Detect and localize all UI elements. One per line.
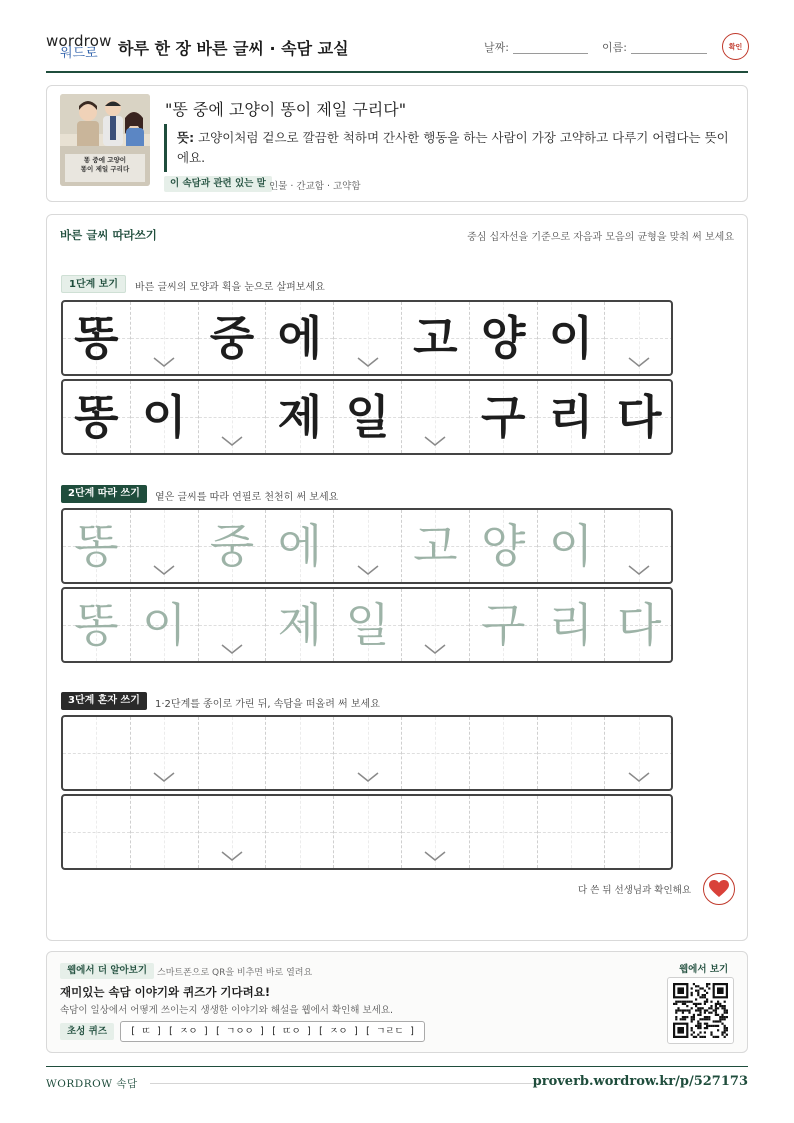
grid-glyph: 구: [480, 598, 526, 652]
proverb-card: [46, 85, 748, 202]
stamp-text: 확인: [728, 42, 743, 51]
step1-desc: 바른 글씨의 모양과 획을 눈으로 살펴보세요: [135, 282, 325, 293]
space-mark-icon: [153, 772, 175, 782]
grid-cell: [605, 302, 673, 374]
web-promo-section: [46, 951, 748, 1053]
footer-divider: [46, 1066, 748, 1067]
grid-cell[interactable]: [402, 796, 470, 868]
logo-wordmark: wordrow: [46, 32, 112, 50]
grid-glyph: 리: [548, 390, 594, 444]
grid-cell[interactable]: [402, 510, 470, 582]
teacher-check-note: 다 쓴 뒤 선생님과 확인해요: [577, 885, 691, 896]
web-badge: 웹에서 더 알아보기: [60, 963, 154, 979]
grid-cell[interactable]: [470, 796, 538, 868]
proverb-meaning: [177, 128, 737, 168]
web-headline: 재미있는 속담 이야기와 퀴즈가 기다려요!: [60, 985, 271, 999]
grid-glyph: 똥: [74, 390, 119, 444]
grid-glyph: 양: [480, 519, 526, 573]
check-stamp-icon: [722, 33, 749, 60]
space-mark-icon: [221, 644, 243, 654]
space-mark-icon: [628, 565, 650, 575]
grid-glyph: 중: [209, 519, 255, 573]
grid-cell: [199, 302, 267, 374]
date-field[interactable]: [513, 53, 588, 54]
space-mark-icon: [424, 644, 446, 654]
meaning-label: 뜻:: [177, 130, 195, 145]
space-mark-icon: [221, 851, 243, 861]
grid-cell: [266, 381, 334, 453]
grid-cell[interactable]: [538, 510, 606, 582]
step2-badge: 2단계 따라 쓰기: [61, 485, 147, 503]
grid-cell[interactable]: [199, 589, 267, 661]
space-mark-icon: [221, 436, 243, 446]
grid-glyph: 에: [277, 519, 322, 573]
grid-cell[interactable]: [402, 717, 470, 789]
step3-badge: 3단계 혼자 쓰기: [61, 692, 147, 710]
grid-cell[interactable]: [470, 510, 538, 582]
grid-cell: [131, 302, 199, 374]
grid-cell: [402, 302, 470, 374]
date-label: 날짜:: [484, 41, 509, 54]
grid-cell[interactable]: [605, 796, 673, 868]
footer-line: [150, 1083, 540, 1084]
grid-glyph: 고: [413, 311, 458, 365]
step3-desc: 1·2단계를 종이로 가린 뒤, 속담을 떠올려 써 보세요: [155, 699, 380, 710]
qr-code-icon: [673, 983, 728, 1038]
grid-cell[interactable]: [334, 717, 402, 789]
grid-cell[interactable]: [199, 796, 267, 868]
step2-desc: 옅은 글씨를 따라 연필로 천천히 써 보세요: [155, 492, 339, 503]
grid-cell[interactable]: [63, 510, 131, 582]
grid-cell: [199, 381, 267, 453]
grid-cell[interactable]: [131, 510, 199, 582]
grid-cell[interactable]: [131, 796, 199, 868]
page-header: [46, 30, 748, 72]
step2-row-2[interactable]: [61, 587, 673, 663]
meaning-text: 고양이처럼 겉으로 깔끔한 척하며 간사한 행동을 하는 사람이 가장 고약하고 다루기 어렵다는 뜻이에요.: [177, 130, 729, 165]
heart-stamp-icon: [703, 873, 735, 905]
related-label: 이 속담과 관련 있는 말: [164, 176, 272, 192]
grid-cell: [266, 302, 334, 374]
grid-glyph: 다: [617, 390, 662, 444]
grid-cell: [334, 302, 402, 374]
grid-cell: [538, 381, 606, 453]
space-mark-icon: [153, 357, 175, 367]
space-mark-icon: [424, 436, 446, 446]
qr-label: 웹에서 보기: [679, 964, 729, 975]
grid-cell[interactable]: [470, 589, 538, 661]
qr-scan-hint: 스마트폰으로 QR을 비추면 바로 열려요: [157, 968, 313, 978]
grid-cell: [538, 302, 606, 374]
step2-row-1[interactable]: [61, 508, 673, 584]
name-label: 이름:: [602, 41, 627, 54]
space-mark-icon: [628, 772, 650, 782]
grid-glyph: 똥: [74, 311, 119, 365]
worksheet-title: 하루 한 장 바른 글씨 · 속담 교실: [118, 39, 349, 58]
grid-cell: [605, 381, 673, 453]
grid-cell: [63, 302, 131, 374]
illustration-caption: 똥 중에 고양이 똥이 제일 구리다: [80, 156, 130, 173]
grid-cell[interactable]: [334, 510, 402, 582]
grid-cell[interactable]: [266, 589, 334, 661]
grid-glyph: 이: [141, 598, 187, 652]
space-mark-icon: [357, 565, 379, 575]
practice-hint: 중심 십자선을 기준으로 자음과 모음의 균형을 맞춰 써 보세요: [467, 232, 734, 243]
grid-cell: [470, 381, 538, 453]
grid-cell[interactable]: [63, 796, 131, 868]
grid-cell[interactable]: [538, 796, 606, 868]
footer-brand: WORDROW 속담: [46, 1078, 138, 1090]
practice-section: [46, 214, 748, 941]
grid-cell[interactable]: [402, 589, 470, 661]
practice-title: 바른 글씨 따라쓰기: [60, 228, 157, 242]
grid-glyph: 제: [277, 390, 322, 444]
grid-cell[interactable]: [334, 589, 402, 661]
chosung-quiz-box: [ ㄸ ] [ ㅈㅇ ] [ ㄱㅇㅇ ] [ ㄸㅇ ] [ ㅈㅇ ] [ ㄱㄹㄷ ]: [120, 1021, 425, 1042]
related-words: 인물 · 간교함 · 고약함: [269, 181, 361, 192]
grid-glyph: 중: [209, 311, 255, 365]
grid-cell[interactable]: [538, 717, 606, 789]
space-mark-icon: [357, 357, 379, 367]
wordrow-logo: [46, 32, 112, 62]
grid-glyph: 리: [548, 598, 594, 652]
web-description: 속담이 일상에서 어떻게 쓰이는지 생생한 이야기와 해설을 웹에서 확인해 보세요.: [60, 1005, 394, 1016]
grid-cell: [470, 302, 538, 374]
footer-url[interactable]: proverb.wordrow.kr/p/527173: [532, 1074, 748, 1089]
grid-cell: [63, 381, 131, 453]
step1-badge: 1단계 보기: [61, 275, 126, 293]
step1-row-1: [61, 300, 673, 376]
grid-glyph: 이: [141, 390, 187, 444]
proverb-title: "똥 중에 고양이 똥이 제일 구리다": [165, 100, 407, 119]
grid-cell[interactable]: [605, 717, 673, 789]
step3-row-2[interactable]: [61, 794, 673, 870]
grid-cell[interactable]: [266, 796, 334, 868]
space-mark-icon: [424, 851, 446, 861]
grid-glyph: 이: [548, 519, 594, 573]
grid-cell[interactable]: [334, 796, 402, 868]
logo-hangul: 워드로: [60, 46, 98, 61]
grid-glyph: 에: [277, 311, 322, 365]
grid-cell[interactable]: [538, 589, 606, 661]
grid-cell: [131, 381, 199, 453]
grid-glyph: 이: [548, 311, 594, 365]
grid-cell[interactable]: [266, 717, 334, 789]
grid-cell[interactable]: [605, 589, 673, 661]
grid-cell[interactable]: [131, 717, 199, 789]
grid-cell: [334, 381, 402, 453]
grid-glyph: 고: [413, 519, 458, 573]
qr-code[interactable]: [667, 977, 734, 1044]
space-mark-icon: [357, 772, 379, 782]
name-field[interactable]: [631, 53, 707, 54]
grid-glyph: 양: [480, 311, 526, 365]
grid-glyph: 구: [480, 390, 526, 444]
header-divider: [46, 71, 748, 73]
meaning-accent-bar: [164, 124, 167, 172]
grid-glyph: 똥: [74, 598, 119, 652]
grid-cell[interactable]: [63, 589, 131, 661]
step1-row-2: [61, 379, 673, 455]
grid-cell[interactable]: [605, 510, 673, 582]
proverb-illustration: [60, 94, 150, 186]
grid-glyph: 다: [617, 598, 662, 652]
space-mark-icon: [628, 357, 650, 367]
grid-glyph: 일: [345, 390, 390, 444]
grid-cell[interactable]: [470, 717, 538, 789]
grid-cell[interactable]: [63, 717, 131, 789]
grid-cell[interactable]: [199, 510, 267, 582]
grid-glyph: 똥: [74, 519, 119, 573]
space-mark-icon: [153, 565, 175, 575]
grid-cell[interactable]: [266, 510, 334, 582]
step3-row-1[interactable]: [61, 715, 673, 791]
grid-glyph: 일: [345, 598, 390, 652]
chosung-quiz-label: 초성 퀴즈: [60, 1023, 114, 1040]
grid-cell[interactable]: [199, 717, 267, 789]
grid-cell: [402, 381, 470, 453]
grid-glyph: 제: [277, 598, 322, 652]
grid-cell[interactable]: [131, 589, 199, 661]
